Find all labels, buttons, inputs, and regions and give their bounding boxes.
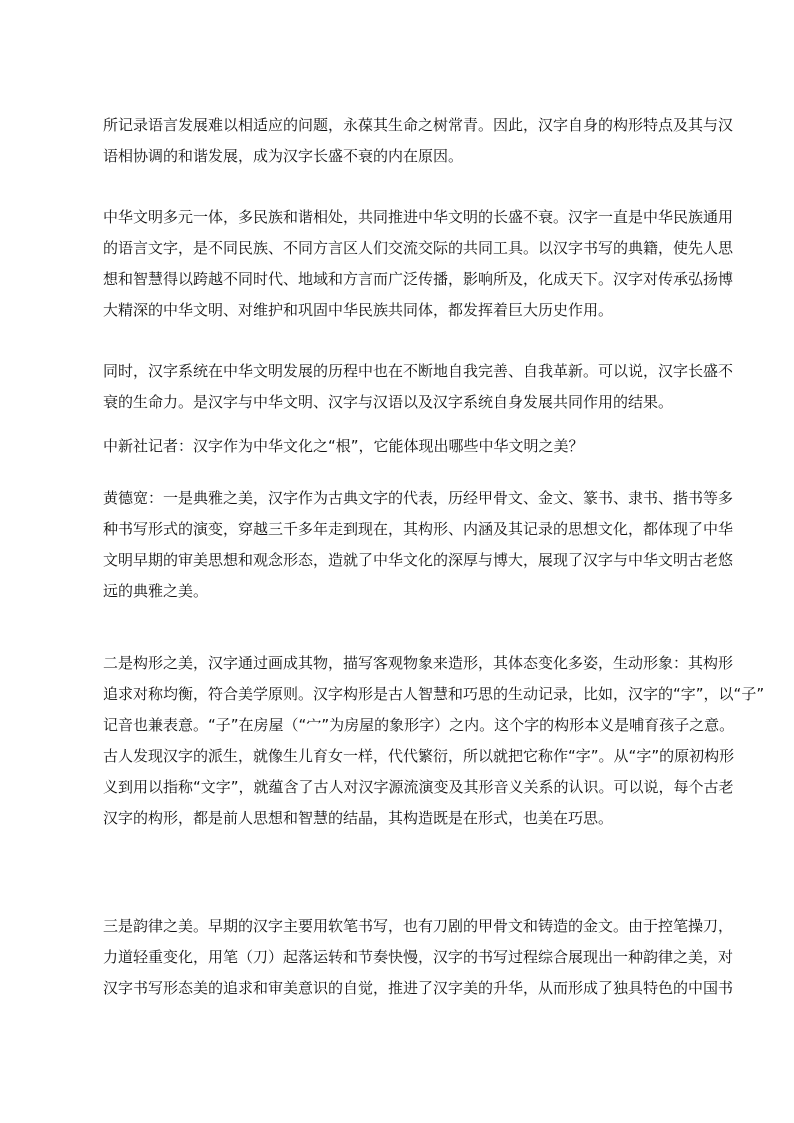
text-line: 三是韵律之美。早期的汉字主要用软笔书写，也有刀剧的甲骨文和铸造的金文。由于控笔操刀， (103, 917, 734, 935)
text-line: 同时，汉字系统在中华文明发展的历程中也在不断地自我完善、自我革新。可以说，汉字长盛不 (103, 362, 734, 380)
text-line: 追求对称均衡，符合美学原则。汉字构形是古人智慧和巧思的生动记录，比如，汉字的“字”，以“子” (103, 685, 765, 703)
paragraph (103, 202, 734, 326)
text-line: 黄德宽：一是典雅之美，汉字作为古典文字的代表，历经甲骨文、金文、篆书、隶书、揩书等多 (103, 489, 734, 507)
text-line: 的语言文字，是不同民族、不同方言区人们交流交际的共同工具。以汉字书写的典籍，使先人思 (103, 239, 734, 257)
text-line: 汉字书写形态美的追求和审美意识的自觉，推进了汉字美的升华，从而形成了独具特色的中国书 (103, 979, 734, 997)
text-line: 文明早期的审美思想和观念形态，造就了中华文化的深厚与博大，展现了汉字与中华文明古老悠 (103, 551, 734, 569)
text-line: 汉字的构形，都是前人思想和智慧的结晶，其构造既是在形式，也美在巧思。 (103, 809, 614, 827)
text-line: 语相协调的和谐发展，成为汉字长盛不衰的内在原因。 (103, 147, 464, 165)
paragraph (103, 431, 703, 462)
text-line: 中新社记者：汉字作为中华文化之“根”，它能体现出哪些中华文明之美？ (103, 437, 584, 455)
paragraph (103, 648, 765, 834)
text-line: 古人发现汉字的派生，就像生儿育女一样，代代繁衍，所以就把它称作“字”。从“字”的原初构形 (103, 747, 735, 765)
text-line: 记音也兼表意。“子”在房屋（“宀”为房屋的象形字）之内。这个字的构形本义是哺育孩子之意。 (103, 716, 735, 734)
paragraph (103, 483, 734, 607)
paragraph (103, 110, 734, 172)
text-line: 远的典雅之美。 (103, 582, 209, 600)
text-line: 种书写形式的演变，穿越三千多年走到现在，其构形、内涵及其记录的思想文化，都体现了中华 (103, 520, 734, 538)
text-line: 力道轻重变化，用笔（刀）起落运转和节奏快慢，汉字的书写过程综合展现出一种韵律之美，对 (103, 948, 734, 966)
text-line: 二是构形之美，汉字通过画成其物，描写客观物象来造形，其体态变化多姿，生动形象：其构形 (103, 654, 734, 672)
paragraph (103, 911, 734, 1004)
text-line: 衰的生命力。是汉字与中华文明、汉字与汉语以及汉字系统自身发展共同作用的结果。 (103, 393, 674, 411)
text-line: 所记录语言发展难以相适应的问题，永葆其生命之树常青。因此，汉字自身的构形特点及其与汉 (103, 116, 734, 134)
text-line: 中华文明多元一体，多民族和谐相处，共同推进中华文明的长盛不衰。汉字一直是中华民族通用 (103, 208, 734, 226)
text-line: 义到用以指称“文字”，就蕴含了古人对汉字源流演变及其形音义关系的认识。可以说，每个古老 (103, 778, 734, 796)
document-page (103, 0, 765, 1123)
text-line: 想和智慧得以跨越不同时代、地域和方言而广泛传播，影响所及，化成天下。汉字对传承弘扬博 (103, 270, 734, 288)
paragraph (103, 356, 734, 418)
text-line: 大精深的中华文明、对维护和巩固中华民族共同体，都发挥着巨大历史作用。 (103, 301, 614, 319)
